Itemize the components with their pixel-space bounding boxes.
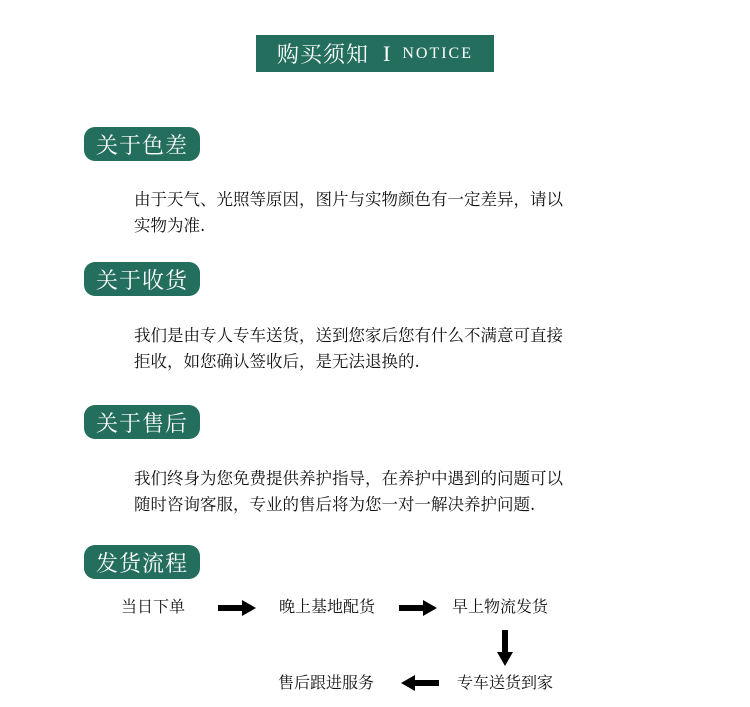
arrow-right-icon <box>399 600 437 616</box>
text-line: 我们终身为您免费提供养护指导，在养护中遇到的问题可以 <box>134 469 563 488</box>
process-step-warehouse: 晚上基地配货 <box>279 597 376 616</box>
section-heading-color-difference: 关于色差 <box>84 127 200 161</box>
section-heading-delivery: 关于收货 <box>84 262 200 296</box>
process-step-order: 当日下单 <box>121 597 186 616</box>
title-english: NOTICE <box>402 44 473 62</box>
title-chinese: 购买须知 <box>277 43 370 68</box>
text-line: 随时咨询客服，专业的售后将为您一对一解决养护问题. <box>134 495 536 514</box>
process-step-dispatch: 早上物流发货 <box>452 597 549 616</box>
text-line: 拒收，如您确认签收后，是无法退换的. <box>134 352 420 371</box>
section-heading-shipping-process: 发货流程 <box>84 545 200 579</box>
text-line: 我们是由专人专车送货，送到您家后您有什么不满意可直接 <box>134 326 563 345</box>
title-separator: I <box>383 40 391 66</box>
section-heading-after-sales: 关于售后 <box>84 405 200 439</box>
arrow-down-icon <box>497 630 513 666</box>
process-step-after-sales: 售后跟进服务 <box>278 673 375 692</box>
arrow-left-icon <box>401 675 439 691</box>
section-text-delivery <box>134 323 664 375</box>
section-text-color-difference <box>134 187 664 239</box>
notice-title-banner <box>256 35 494 72</box>
process-step-home-delivery: 专车送货到家 <box>457 673 554 692</box>
text-line: 实物为准. <box>134 216 206 235</box>
arrow-right-icon <box>218 600 256 616</box>
text-line: 由于天气、光照等原因，图片与实物颜色有一定差异，请以 <box>134 190 563 209</box>
section-text-after-sales <box>134 466 664 518</box>
